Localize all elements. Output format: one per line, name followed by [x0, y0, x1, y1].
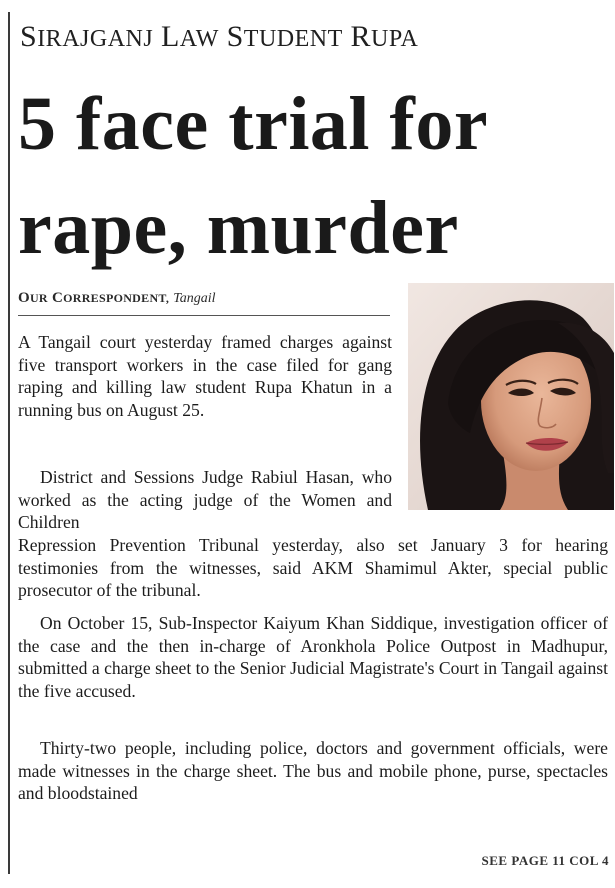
headline-line-1: 5 face trial for	[18, 82, 489, 166]
article-paragraph-1: A Tangail court yesterday framed charges against five transport workers in the case filed for gang raping and killing law student Rupa Khatun in a running bus on August 25.	[18, 332, 392, 420]
headline-line-2: rape, murder	[18, 186, 459, 270]
byline-divider	[18, 315, 390, 316]
byline-author: OUR CORRESPONDENT,	[18, 290, 170, 306]
article-paragraph-4: Thirty-two people, including police, doctors and government officials, were made witnesses in the charge sheet. The bus and mobile phone, purse, spectacles and bloodstained	[18, 738, 608, 804]
article-paragraph-2-part-2: Repression Prevention Tribunal yesterday, also set January 3 for hearing testimonies from the witnesses, said AKM Shamimul Akter, special public prosecutor of the tribunal.	[18, 535, 608, 601]
continuation-note[interactable]: SEE PAGE 11 COL 4	[481, 853, 609, 868]
main-headline	[18, 72, 608, 280]
kicker-headline	[20, 15, 418, 61]
portrait-photo	[408, 283, 614, 510]
kicker-text: SIRAJGANJ LAW STUDENT RUPA	[20, 20, 419, 53]
article-paragraph-3: On October 15, Sub-Inspector Kaiyum Khan Siddique, investigation officer of the case and the then in-charge of Aronkhola Police Outpost in Madhupur, submitted a charge sheet to the Senior Judicial Magistrate's Court in Tangail against the five accused.	[18, 613, 608, 701]
portrait-image	[408, 283, 614, 510]
byline	[18, 287, 215, 310]
article-paragraph-2-part-1: District and Sessions Judge Rabiul Hasan, who worked as the acting judge of the Women and Children	[18, 467, 392, 533]
byline-location: Tangail	[173, 291, 216, 306]
column-rule	[8, 12, 10, 874]
